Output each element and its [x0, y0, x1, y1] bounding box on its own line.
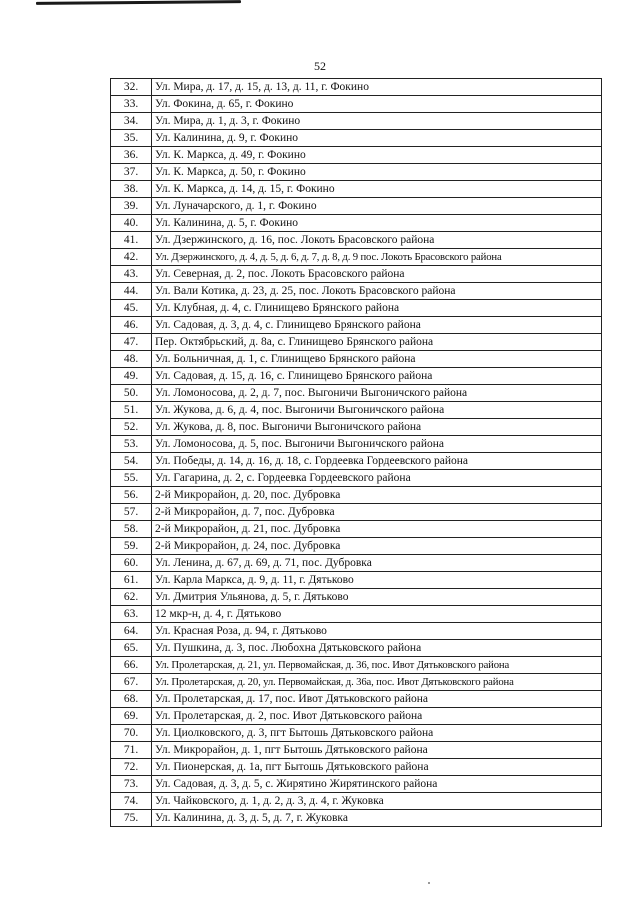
row-number: 48. — [111, 351, 152, 368]
row-address: Ул. Ломоносова, д. 2, д. 7, пос. Выгоничи Выгоничского района — [152, 385, 602, 402]
table-row — [111, 385, 602, 402]
row-address: Ул. Карла Маркса, д. 9, д. 11, г. Дятьково — [152, 572, 602, 589]
row-number: 66. — [111, 657, 152, 674]
row-number: 59. — [111, 538, 152, 555]
row-number: 60. — [111, 555, 152, 572]
row-address: Ул. Жукова, д. 8, пос. Выгоничи Выгоничского района — [152, 419, 602, 436]
row-address: Ул. Пролетарская, д. 2, пос. Ивот Дятьковского района — [152, 708, 602, 725]
row-number: 44. — [111, 283, 152, 300]
table-row — [111, 351, 602, 368]
row-address: Ул. Дмитрия Ульянова, д. 5, г. Дятьково — [152, 589, 602, 606]
row-number: 57. — [111, 504, 152, 521]
row-number: 70. — [111, 725, 152, 742]
row-number: 74. — [111, 793, 152, 810]
table-row — [111, 181, 602, 198]
row-address: Ул. Пролетарская, д. 20, ул. Первомайская, д. 36а, пос. Ивот Дятьковского района — [152, 674, 602, 691]
row-address: Ул. Дзержинского, д. 16, пос. Локоть Брасовского района — [152, 232, 602, 249]
table-row — [111, 79, 602, 96]
table-row — [111, 691, 602, 708]
address-table — [110, 78, 602, 827]
row-address: Ул. Клубная, д. 4, с. Глинищево Брянского района — [152, 300, 602, 317]
row-address: Пер. Октябрьский, д. 8а, с. Глинищево Брянского района — [152, 334, 602, 351]
row-address: Ул. Красная Роза, д. 94, г. Дятьково — [152, 623, 602, 640]
table-row — [111, 487, 602, 504]
row-address: 2-й Микрорайон, д. 20, пос. Дубровка — [152, 487, 602, 504]
row-number: 39. — [111, 198, 152, 215]
row-number: 62. — [111, 589, 152, 606]
row-number: 42. — [111, 249, 152, 266]
table-row — [111, 402, 602, 419]
table-row — [111, 419, 602, 436]
row-address: Ул. Калинина, д. 9, г. Фокино — [152, 130, 602, 147]
row-address: 12 мкр-н, д. 4, г. Дятьково — [152, 606, 602, 623]
row-number: 61. — [111, 572, 152, 589]
table-row — [111, 521, 602, 538]
row-number: 58. — [111, 521, 152, 538]
row-address: Ул. Садовая, д. 3, д. 5, с. Жирятино Жирятинского района — [152, 776, 602, 793]
row-number: 46. — [111, 317, 152, 334]
table-row — [111, 453, 602, 470]
table-row — [111, 147, 602, 164]
row-number: 40. — [111, 215, 152, 232]
row-address: Ул. Фокина, д. 65, г. Фокино — [152, 96, 602, 113]
row-address: Ул. Северная, д. 2, пос. Локоть Брасовского района — [152, 266, 602, 283]
table-row — [111, 470, 602, 487]
row-number: 47. — [111, 334, 152, 351]
row-number: 35. — [111, 130, 152, 147]
table-row — [111, 793, 602, 810]
row-number: 32. — [111, 79, 152, 96]
row-number: 53. — [111, 436, 152, 453]
row-address: Ул. К. Маркса, д. 14, д. 15, г. Фокино — [152, 181, 602, 198]
row-number: 64. — [111, 623, 152, 640]
row-number: 37. — [111, 164, 152, 181]
row-address: Ул. Пролетарская, д. 17, пос. Ивот Дятьковского района — [152, 691, 602, 708]
row-number: 34. — [111, 113, 152, 130]
row-number: 52. — [111, 419, 152, 436]
table-row — [111, 742, 602, 759]
row-address: 2-й Микрорайон, д. 7, пос. Дубровка — [152, 504, 602, 521]
table-row — [111, 776, 602, 793]
row-number: 49. — [111, 368, 152, 385]
row-address: Ул. Калинина, д. 3, д. 5, д. 7, г. Жуковка — [152, 810, 602, 827]
table-row — [111, 317, 602, 334]
table-row — [111, 810, 602, 827]
table-row — [111, 725, 602, 742]
row-address: Ул. К. Маркса, д. 49, г. Фокино — [152, 147, 602, 164]
row-address: Ул. Больничная, д. 1, с. Глинищево Брянского района — [152, 351, 602, 368]
table-row — [111, 538, 602, 555]
row-address: Ул. Калинина, д. 5, г. Фокино — [152, 215, 602, 232]
row-number: 69. — [111, 708, 152, 725]
row-number: 33. — [111, 96, 152, 113]
table-row — [111, 96, 602, 113]
row-number: 67. — [111, 674, 152, 691]
table-row — [111, 198, 602, 215]
row-number: 65. — [111, 640, 152, 657]
table-row — [111, 334, 602, 351]
row-address: Ул. Пушкина, д. 3, пос. Любохна Дятьковского района — [152, 640, 602, 657]
row-address: Ул. Садовая, д. 15, д. 16, с. Глинищево Брянского района — [152, 368, 602, 385]
table-row — [111, 232, 602, 249]
row-address: Ул. Ломоносова, д. 5, пос. Выгоничи Выгоничского района — [152, 436, 602, 453]
row-address: Ул. Победы, д. 14, д. 16, д. 18, с. Гордеевка Гордеевского района — [152, 453, 602, 470]
row-number: 41. — [111, 232, 152, 249]
table-row — [111, 436, 602, 453]
row-number: 50. — [111, 385, 152, 402]
row-address: Ул. Луначарского, д. 1, г. Фокино — [152, 198, 602, 215]
table-row — [111, 283, 602, 300]
scan-artifact-line — [36, 0, 241, 5]
table-row — [111, 300, 602, 317]
table-row — [111, 215, 602, 232]
row-number: 56. — [111, 487, 152, 504]
row-number: 45. — [111, 300, 152, 317]
table-row — [111, 555, 602, 572]
row-number: 72. — [111, 759, 152, 776]
table-row — [111, 674, 602, 691]
row-number: 75. — [111, 810, 152, 827]
table-row — [111, 589, 602, 606]
table-row — [111, 504, 602, 521]
row-address: Ул. Пролетарская, д. 21, ул. Первомайская, д. 36, пос. Ивот Дятьковского района — [152, 657, 602, 674]
scan-speck — [428, 882, 430, 884]
table-row — [111, 708, 602, 725]
row-address: Ул. Вали Котика, д. 23, д. 25, пос. Локоть Брасовского района — [152, 283, 602, 300]
table-row — [111, 249, 602, 266]
table-row — [111, 623, 602, 640]
row-number: 43. — [111, 266, 152, 283]
row-number: 55. — [111, 470, 152, 487]
table-row — [111, 640, 602, 657]
table-row — [111, 606, 602, 623]
row-number: 36. — [111, 147, 152, 164]
row-address: Ул. Жукова, д. 6, д. 4, пос. Выгоничи Выгоничского района — [152, 402, 602, 419]
row-address: Ул. Мира, д. 17, д. 15, д. 13, д. 11, г. Фокино — [152, 79, 602, 96]
row-number: 38. — [111, 181, 152, 198]
table-row — [111, 130, 602, 147]
row-address: Ул. Дзержинского, д. 4, д. 5, д. 6, д. 7, д. 8, д. 9 пос. Локоть Брасовского района — [152, 249, 602, 266]
table-row — [111, 164, 602, 181]
row-address: Ул. Чайковского, д. 1, д. 2, д. 3, д. 4, г. Жуковка — [152, 793, 602, 810]
table-row — [111, 266, 602, 283]
table-row — [111, 657, 602, 674]
row-address: Ул. Мира, д. 1, д. 3, г. Фокино — [152, 113, 602, 130]
row-address: Ул. Пионерская, д. 1а, пгт Бытошь Дятьковского района — [152, 759, 602, 776]
row-address: Ул. Садовая, д. 3, д. 4, с. Глинищево Брянского района — [152, 317, 602, 334]
page-number: 52 — [314, 59, 326, 73]
row-number: 51. — [111, 402, 152, 419]
row-number: 54. — [111, 453, 152, 470]
row-address: 2-й Микрорайон, д. 24, пос. Дубровка — [152, 538, 602, 555]
table-row — [111, 759, 602, 776]
row-number: 73. — [111, 776, 152, 793]
row-address: Ул. Гагарина, д. 2, с. Гордеевка Гордеевского района — [152, 470, 602, 487]
row-address: Ул. К. Маркса, д. 50, г. Фокино — [152, 164, 602, 181]
table-row — [111, 572, 602, 589]
row-address: 2-й Микрорайон, д. 21, пос. Дубровка — [152, 521, 602, 538]
row-number: 63. — [111, 606, 152, 623]
row-number: 68. — [111, 691, 152, 708]
row-number: 71. — [111, 742, 152, 759]
table-row — [111, 113, 602, 130]
table-row — [111, 368, 602, 385]
row-address: Ул. Циолковского, д. 3, пгт Бытошь Дятьковского района — [152, 725, 602, 742]
row-address: Ул. Ленина, д. 67, д. 69, д. 71, пос. Дубровка — [152, 555, 602, 572]
row-address: Ул. Микрорайон, д. 1, пгт Бытошь Дятьковского района — [152, 742, 602, 759]
